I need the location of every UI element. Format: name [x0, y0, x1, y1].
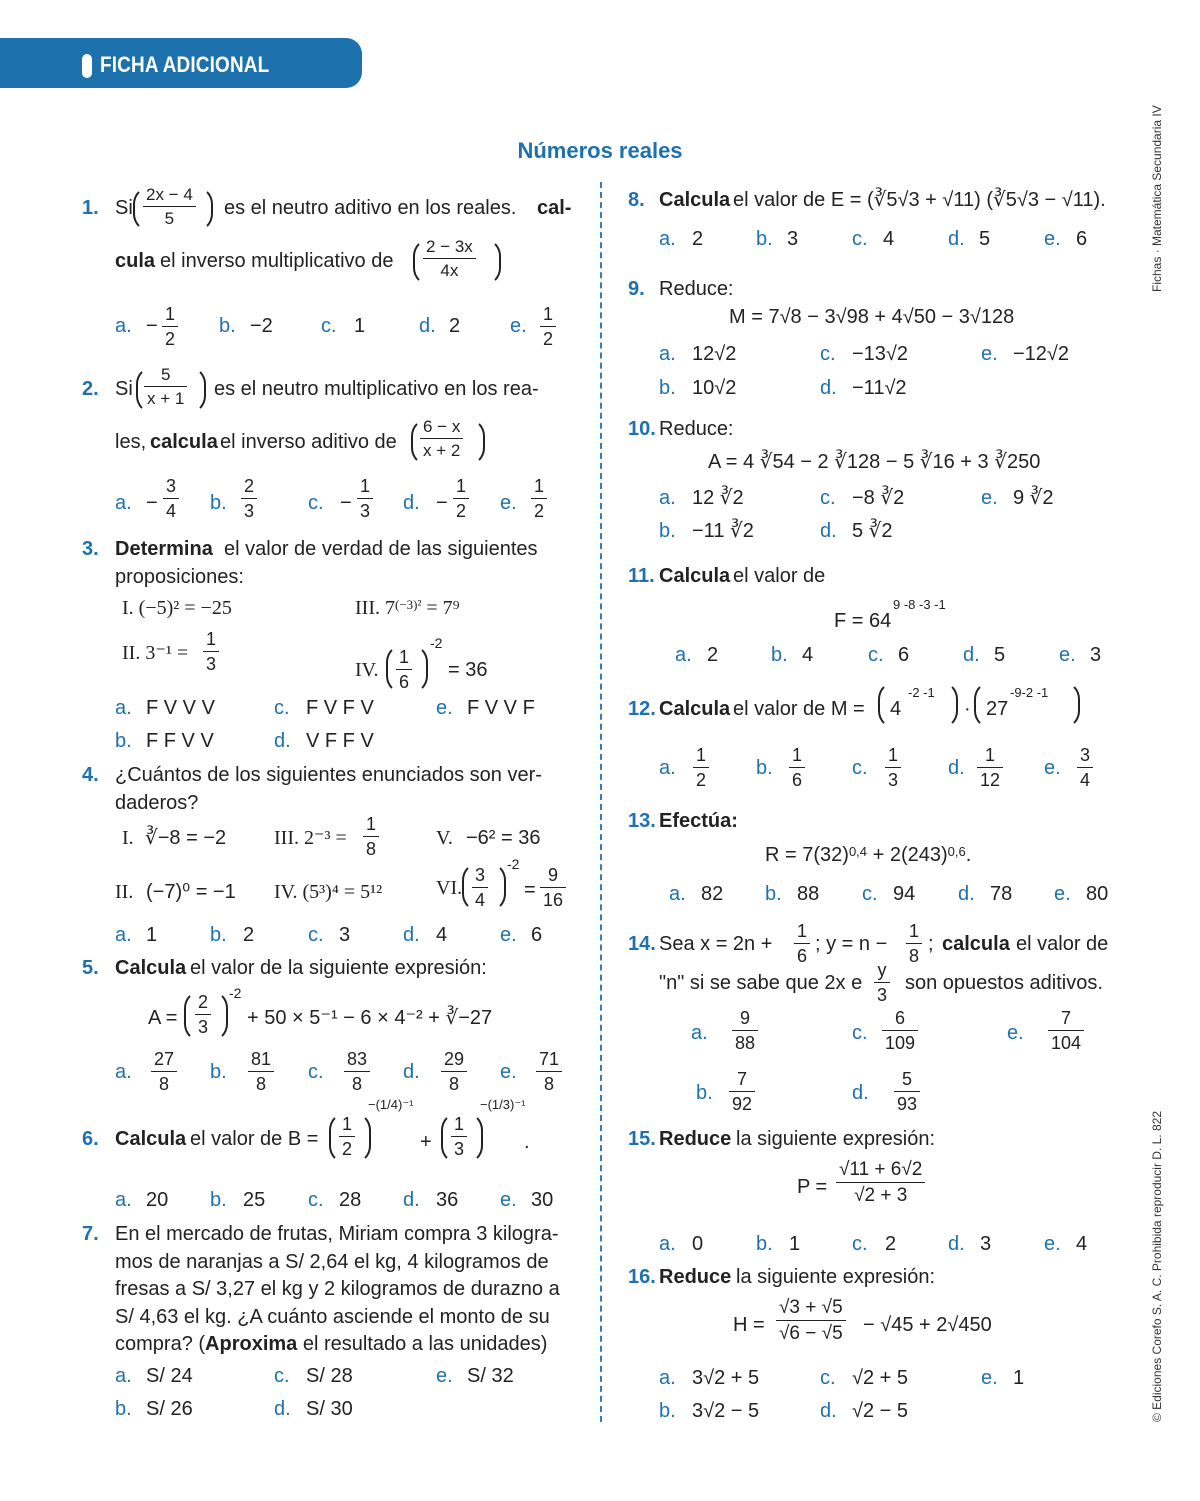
q10-option-c-value: −8 ∛2	[852, 487, 905, 509]
q6-option-b-value: 25	[243, 1189, 266, 1211]
q11-option-a[interactable]: a.	[675, 644, 692, 666]
q7-option-a-value: S/ 24	[146, 1365, 193, 1387]
q10-option-e-value: 9 ∛2	[1013, 487, 1054, 509]
q5-expr-lhs: A =	[148, 1007, 178, 1029]
q4-item-5-label: V.	[436, 827, 453, 849]
q13-option-b-value: 88	[797, 883, 820, 905]
q8-option-a-value: 2	[692, 228, 704, 250]
q9-expression: M = 7√8 − 3√98 + 4√50 − 3√128	[729, 306, 1015, 328]
q3-option-d[interactable]: d.	[274, 730, 291, 752]
q4-item-6-rhs: $\frac{9}{16}$	[540, 866, 566, 909]
q5-option-c-value: $\frac{83}{8}$	[344, 1050, 370, 1093]
tab-label: FICHA ADICIONAL	[100, 52, 270, 77]
q12-option-e-value: $\frac{3}{4}$	[1077, 746, 1093, 789]
q4-item-6-eq: =	[524, 879, 536, 901]
q5-text: Calcula	[115, 957, 187, 979]
q9-option-b-value: 10√2	[692, 377, 737, 399]
q1-option-c[interactable]: c.	[321, 315, 337, 337]
q10-number: 10.	[628, 418, 656, 440]
q15-option-e-value: 4	[1076, 1233, 1088, 1255]
q2-text: calcula	[150, 431, 218, 453]
q9-option-e-value: −12√2	[1013, 343, 1070, 365]
q6-option-e[interactable]: e.	[500, 1189, 517, 1211]
q2-fraction-2: $\frac{6 - x}{x + 2}$	[420, 418, 463, 459]
q1-option-e-value: $\frac{1}{2}$	[540, 305, 556, 348]
q14-option-e[interactable]: e.	[1007, 1022, 1024, 1044]
q14-text: "n" si se sabe que 2x e	[659, 972, 863, 994]
q11-option-e[interactable]: e.	[1059, 644, 1076, 666]
q14-option-a-value: $\frac{9}{88}$	[732, 1009, 758, 1052]
q7-text: mos de naranjas a S/ 2,64 el kg, 4 kilogramos de	[115, 1251, 549, 1273]
q2-text: el inverso aditivo de	[220, 431, 397, 453]
q6-text: el valor de B =	[190, 1128, 319, 1150]
q11-option-d-value: 5	[994, 644, 1006, 666]
q7-option-c-value: S/ 28	[306, 1365, 353, 1387]
q12-option-c[interactable]: c.	[852, 757, 868, 779]
q8-option-e[interactable]: e.	[1044, 228, 1061, 250]
q7-option-c[interactable]: c.	[274, 1365, 290, 1387]
q10-option-b-value: −11 ∛2	[692, 520, 754, 542]
q10-option-a[interactable]: a.	[659, 487, 676, 509]
q16-option-a-value: 3√2 + 5	[692, 1367, 760, 1389]
q5-option-b[interactable]: b.	[210, 1061, 227, 1083]
q5-fraction: $\frac{2}{3}$	[195, 993, 211, 1036]
q11-option-b-value: 4	[802, 644, 814, 666]
q3-option-a-value: F V V V	[146, 697, 215, 719]
q14-text: son opuestos aditivos.	[905, 972, 1103, 994]
q5-option-e-value: $\frac{71}{8}$	[536, 1050, 562, 1093]
tab-marker-icon	[82, 54, 92, 78]
q4-item-6-exp: -2	[507, 856, 520, 872]
q15-option-b-value: 1	[789, 1233, 801, 1255]
q10-text: Reduce:	[659, 418, 734, 440]
q5-option-a[interactable]: a.	[115, 1061, 132, 1083]
q8-option-e-value: 6	[1076, 228, 1088, 250]
q8-option-d-value: 5	[979, 228, 991, 250]
q4-option-c[interactable]: c.	[308, 924, 324, 946]
q4-option-e[interactable]: e.	[500, 924, 517, 946]
q7-option-d[interactable]: d.	[274, 1398, 291, 1420]
q10-option-a-value: 12 ∛2	[692, 487, 744, 509]
q7-text: En el mercado de frutas, Miriam compra 3 kilogra-	[115, 1223, 559, 1245]
q2-option-a-sign: −	[146, 492, 158, 514]
q14-fraction-2: $\frac{1}{8}$	[906, 922, 922, 965]
q14-option-b[interactable]: b.	[696, 1082, 713, 1104]
q1-text: es el neutro aditivo en los reales.	[224, 197, 517, 219]
q8-option-b[interactable]: b.	[756, 228, 773, 250]
q1-option-b[interactable]: b.	[219, 315, 236, 337]
q10-option-c[interactable]: c.	[820, 487, 836, 509]
q6-exp-1: −(1/4)⁻¹	[368, 1097, 414, 1112]
q1-fraction-1: $\frac{2x - 4}{5}$	[143, 186, 196, 227]
side-note-top: Fichas · Matemática Secundaria IV	[1150, 105, 1164, 292]
q5-option-d-value: $\frac{29}{8}$	[441, 1050, 467, 1093]
q11-number: 11.	[628, 565, 655, 587]
q3-proposition-3: III. $7^{(-3)^2} = 7^9$	[355, 597, 460, 619]
page-title: Números reales	[517, 138, 683, 163]
q16-option-c-value: √2 + 5	[852, 1367, 909, 1389]
q11-option-c-value: 6	[898, 644, 910, 666]
q13-option-e-value: 80	[1086, 883, 1109, 905]
q1-text: el inverso multiplicativo de	[160, 250, 394, 272]
q16-option-a[interactable]: a.	[659, 1367, 676, 1389]
q10-option-e[interactable]: e.	[981, 487, 998, 509]
q6-option-d-value: 36	[436, 1189, 459, 1211]
q7-option-d-value: S/ 30	[306, 1398, 353, 1420]
q4-option-d-value: 4	[436, 924, 448, 946]
q3-proposition-2: II. 3⁻¹ =	[122, 642, 189, 664]
q14-option-c[interactable]: c.	[852, 1022, 868, 1044]
q4-item-6-label: VI.	[436, 877, 463, 899]
q16-number: 16.	[628, 1266, 656, 1288]
q8-option-d[interactable]: d.	[948, 228, 965, 250]
q3-text: Determina	[115, 538, 213, 560]
q4-item-2-label: II.	[115, 881, 134, 903]
q14-text: el valor de	[1016, 933, 1109, 955]
q11-text: Calcula	[659, 565, 731, 587]
q4-option-a[interactable]: a.	[115, 924, 132, 946]
q4-item-3-fraction: $\frac{1}{8}$	[363, 815, 379, 858]
q5-text: el valor de la siguiente expresión:	[190, 957, 487, 979]
q7-option-b-value: S/ 26	[146, 1398, 193, 1420]
q14-text: ; y = n −	[815, 933, 888, 955]
q4-item-2: (−7)⁰ = −1	[146, 881, 236, 903]
q15-fraction: $\frac{√11 + 6√2}{√2 + 3}$	[836, 1160, 925, 1205]
q10-option-d[interactable]: d.	[820, 520, 837, 542]
q11-option-a-value: 2	[707, 644, 719, 666]
q16-text: Reduce	[659, 1266, 732, 1288]
q11-option-b[interactable]: b.	[771, 644, 788, 666]
q14-option-c-value: $\frac{6}{109}$	[882, 1009, 918, 1052]
q3-proposition-4-exp: -2	[430, 635, 443, 651]
q6-fraction-1: $\frac{1}{2}$	[339, 1115, 355, 1158]
q16-option-d-value: √2 − 5	[852, 1400, 909, 1422]
q2-option-c[interactable]: c.	[308, 492, 324, 514]
q1-text: cula	[115, 250, 156, 272]
q14-option-d-value: $\frac{5}{93}$	[894, 1070, 920, 1113]
q4-item-3: III. 2⁻³ =	[274, 827, 347, 849]
q13-option-a-value: 82	[701, 883, 724, 905]
q14-option-b-value: $\frac{7}{92}$	[729, 1070, 755, 1113]
q2-option-c-sign: −	[340, 492, 352, 514]
q4-option-e-value: 6	[531, 924, 543, 946]
q12-exp-2: -9-2 -1	[1010, 685, 1049, 700]
q16-option-b-value: 3√2 − 5	[692, 1400, 760, 1422]
q12-text: el valor de M =	[733, 698, 865, 720]
q7-text: fresas a S/ 3,27 el kg y 2 kilogramos de durazno a	[115, 1278, 560, 1300]
q11-exponent: 9 -8 -3 -1	[893, 597, 946, 612]
q16-option-e-value: 1	[1013, 1367, 1025, 1389]
q13-option-c[interactable]: c.	[862, 883, 878, 905]
q3-option-b-value: F F V V	[146, 730, 214, 752]
q6-option-c-value: 28	[339, 1189, 362, 1211]
q13-option-b[interactable]: b.	[765, 883, 782, 905]
q8-option-a[interactable]: a.	[659, 228, 676, 250]
q5-expr-rhs: + 50 × 5⁻¹ − 6 × 4⁻² + ∛−27	[247, 1007, 493, 1029]
q15-text: Reduce	[659, 1128, 732, 1150]
q7-text: compra? (Aproxima el resultado a las unidades)	[115, 1333, 548, 1355]
q2-option-e[interactable]: e.	[500, 492, 517, 514]
q13-option-c-value: 94	[893, 883, 916, 905]
q3-number: 3.	[82, 538, 99, 560]
q3-option-d-value: V F F V	[306, 730, 374, 752]
q14-option-d[interactable]: d.	[852, 1082, 869, 1104]
q5-option-d[interactable]: d.	[403, 1061, 420, 1083]
q11-option-c[interactable]: c.	[868, 644, 884, 666]
q9-option-d[interactable]: d.	[820, 377, 837, 399]
q6-option-b[interactable]: b.	[210, 1189, 227, 1211]
side-note-bottom: © Ediciones Corefo S. A. C. Prohibida reproducir D. L. 822	[1150, 1111, 1164, 1422]
q14-text: ;	[928, 933, 934, 955]
q1-number: 1.	[82, 197, 99, 219]
q14-fraction-1: $\frac{1}{6}$	[794, 922, 810, 965]
q9-option-b[interactable]: b.	[659, 377, 676, 399]
q3-option-b[interactable]: b.	[115, 730, 132, 752]
q16-option-e[interactable]: e.	[981, 1367, 998, 1389]
q4-text: daderos?	[115, 792, 199, 814]
q2-option-d[interactable]: d.	[403, 492, 420, 514]
q8-text: Calcula	[659, 189, 731, 211]
q12-dot: ·	[964, 698, 971, 720]
q3-text: proposiciones:	[115, 566, 244, 588]
q9-option-e[interactable]: e.	[981, 343, 998, 365]
q13-text: Efectúa:	[659, 810, 738, 832]
q4-option-d[interactable]: d.	[403, 924, 420, 946]
q1-fraction-2: $\frac{2 - 3x}{4x}$	[423, 238, 476, 279]
q14-fraction-3: $\frac{y}{3}$	[874, 961, 890, 1004]
q9-option-d-value: −11√2	[852, 377, 907, 399]
q12-option-d-value: $\frac{1}{12}$	[977, 746, 1003, 789]
q16-fraction: $\frac{√3 + √5}{√6 - √5}$	[776, 1298, 846, 1343]
q4-text: ¿Cuántos de los siguientes enunciados son ver-	[115, 764, 542, 786]
q6-fraction-2: $\frac{1}{3}$	[451, 1115, 467, 1158]
q5-option-a-value: $\frac{27}{8}$	[151, 1050, 177, 1093]
q8-option-b-value: 3	[787, 228, 799, 250]
q12-number: 12.	[628, 698, 656, 720]
q15-option-d-value: 3	[980, 1233, 992, 1255]
q2-text: Si	[115, 378, 133, 400]
q13-number: 13.	[628, 810, 656, 832]
q2-option-b-value: $\frac{2}{3}$	[241, 477, 257, 520]
q9-option-c-value: −13√2	[852, 343, 909, 365]
q4-item-1-label: I.	[122, 827, 134, 849]
q5-option-b-value: $\frac{81}{8}$	[248, 1050, 274, 1093]
q1-text: cal-	[537, 197, 572, 219]
q1-option-a[interactable]: a.	[115, 315, 132, 337]
q6-option-e-value: 30	[531, 1189, 554, 1211]
q1-option-b-value: −2	[250, 315, 273, 337]
q9-number: 9.	[628, 278, 645, 300]
q13-expression: $R = 7(32)^{0,4} + 2(243)^{0,6}$.	[765, 844, 972, 866]
q8-option-c-value: 4	[883, 228, 895, 250]
q4-item-4: IV. (5³)⁴ = 5¹²	[274, 881, 383, 903]
q1-option-a-sign: −	[146, 315, 158, 337]
q15-option-e[interactable]: e.	[1044, 1233, 1061, 1255]
q11-option-d[interactable]: d.	[963, 644, 980, 666]
q11-text: el valor de	[733, 565, 826, 587]
q7-text: S/ 4,63 el kg. ¿A cuánto asciende el monto de su	[115, 1306, 550, 1328]
q1-option-d-value: 2	[449, 315, 461, 337]
column-divider	[600, 182, 602, 1422]
q7-number: 7.	[82, 1223, 99, 1245]
q12-option-d[interactable]: d.	[948, 757, 965, 779]
q2-text: es el neutro multiplicativo en los rea-	[214, 378, 539, 400]
q3-proposition-1: I. (−5)² = −25	[122, 597, 232, 619]
q4-option-a-value: 1	[146, 924, 158, 946]
q2-option-e-value: $\frac{1}{2}$	[531, 477, 547, 520]
q14-option-e-value: $\frac{7}{104}$	[1048, 1009, 1084, 1052]
q15-option-a-value: 0	[692, 1233, 704, 1255]
q12-option-b-value: $\frac{1}{6}$	[789, 746, 805, 789]
q4-option-b-value: 2	[243, 924, 255, 946]
q2-option-c-value: $\frac{1}{3}$	[357, 477, 373, 520]
q10-option-b[interactable]: b.	[659, 520, 676, 542]
q15-option-c-value: 2	[885, 1233, 897, 1255]
q6-option-a[interactable]: a.	[115, 1189, 132, 1211]
q6-plus: +	[420, 1131, 432, 1153]
q13-option-a[interactable]: a.	[669, 883, 686, 905]
q13-option-d[interactable]: d.	[958, 883, 975, 905]
q4-item-5: −6² = 36	[466, 827, 541, 849]
q3-proposition-4: IV.	[355, 659, 379, 681]
q3-option-a[interactable]: a.	[115, 697, 132, 719]
q15-option-c[interactable]: c.	[852, 1233, 868, 1255]
q10-option-d-value: 5 ∛2	[852, 520, 893, 542]
q8-number: 8.	[628, 189, 645, 211]
q11-option-e-value: 3	[1090, 644, 1102, 666]
q15-text: la siguiente expresión:	[736, 1128, 936, 1150]
q2-option-a-value: $\frac{3}{4}$	[163, 477, 179, 520]
q6-exp-2: −(1/3)⁻¹	[480, 1097, 526, 1112]
q5-option-e[interactable]: e.	[500, 1061, 517, 1083]
q6-number: 6.	[82, 1128, 99, 1150]
q6-option-c[interactable]: c.	[308, 1189, 324, 1211]
q4-option-c-value: 3	[339, 924, 351, 946]
q16-expr-rhs: − √45 + 2√450	[863, 1314, 992, 1336]
q16-option-d[interactable]: d.	[820, 1400, 837, 1422]
q2-option-b[interactable]: b.	[210, 492, 227, 514]
q2-option-d-sign: −	[436, 492, 448, 514]
q5-option-c[interactable]: c.	[308, 1061, 324, 1083]
q14-option-a[interactable]: a.	[691, 1022, 708, 1044]
q9-text: Reduce:	[659, 278, 734, 300]
q7-option-e[interactable]: e.	[436, 1365, 453, 1387]
q9-option-c[interactable]: c.	[820, 343, 836, 365]
q13-option-d-value: 78	[990, 883, 1013, 905]
q16-option-b[interactable]: b.	[659, 1400, 676, 1422]
q1-option-a-value: $\frac{1}{2}$	[162, 305, 178, 348]
q8-option-c[interactable]: c.	[852, 228, 868, 250]
q6-option-d[interactable]: d.	[403, 1189, 420, 1211]
q15-number: 15.	[628, 1128, 656, 1150]
q3-option-e-value: F V V F	[467, 697, 535, 719]
q8-text: el valor de E = (∛5√3 + √11) (∛5√3 − √11).	[733, 189, 1106, 211]
q2-option-a[interactable]: a.	[115, 492, 132, 514]
q16-option-c[interactable]: c.	[820, 1367, 836, 1389]
q1-option-e[interactable]: e.	[510, 315, 527, 337]
q12-option-e[interactable]: e.	[1044, 757, 1061, 779]
q2-number: 2.	[82, 378, 99, 400]
q14-text: calcula	[942, 933, 1010, 955]
q2-text: les,	[115, 431, 147, 453]
q7-option-b[interactable]: b.	[115, 1398, 132, 1420]
q12-option-a-value: $\frac{1}{2}$	[693, 746, 709, 789]
q12-exp-1: -2 -1	[908, 685, 935, 700]
q3-option-e[interactable]: e.	[436, 697, 453, 719]
q9-option-a[interactable]: a.	[659, 343, 676, 365]
q3-proposition-2-fraction: $\frac{1}{3}$	[203, 630, 219, 673]
q9-option-a-value: 12√2	[692, 343, 737, 365]
q6-dot: .	[524, 1131, 530, 1153]
q7-option-e-value: S/ 32	[467, 1365, 514, 1387]
q13-option-e[interactable]: e.	[1054, 883, 1071, 905]
q6-option-a-value: 20	[146, 1189, 169, 1211]
q2-option-d-value: $\frac{1}{2}$	[453, 477, 469, 520]
q12-text: Calcula	[659, 698, 731, 720]
q4-item-1: ∛−8 = −2	[145, 827, 227, 849]
q3-text: el valor de verdad de las siguientes	[224, 538, 538, 560]
q14-number: 14.	[628, 933, 656, 955]
q4-option-b[interactable]: b.	[210, 924, 227, 946]
q15-option-a[interactable]: a.	[659, 1233, 676, 1255]
q14-text: Sea x = 2n +	[659, 933, 773, 955]
q4-item-6-fraction: $\frac{3}{4}$	[472, 866, 488, 909]
q3-option-c-value: F V F V	[306, 697, 374, 719]
q10-expression: A = 4 ∛54 − 2 ∛128 − 5 ∛16 + 3 ∛250	[708, 451, 1041, 473]
q15-expr-lhs: P =	[797, 1176, 828, 1198]
q12-option-b[interactable]: b.	[756, 757, 773, 779]
q16-expr-lhs: H =	[733, 1314, 765, 1336]
q12-option-c-value: $\frac{1}{3}$	[885, 746, 901, 789]
q2-fraction-1: $\frac{5}{x + 1}$	[144, 366, 187, 407]
q16-text: la siguiente expresión:	[736, 1266, 936, 1288]
q6-text: Calcula	[115, 1128, 187, 1150]
q7-option-a[interactable]: a.	[115, 1365, 132, 1387]
q1-option-c-value: 1	[354, 315, 366, 337]
q5-number: 5.	[82, 957, 99, 979]
q1-text: Si	[115, 197, 133, 219]
q15-option-b[interactable]: b.	[756, 1233, 773, 1255]
q5-exp: -2	[229, 985, 242, 1001]
q11-expression: F = 64	[834, 610, 892, 632]
q12-base-1: 4	[890, 698, 902, 720]
q3-proposition-4-fraction: $\frac{1}{6}$	[396, 648, 412, 691]
q4-number: 4.	[82, 764, 99, 786]
q12-option-a[interactable]: a.	[659, 757, 676, 779]
q15-option-d[interactable]: d.	[948, 1233, 965, 1255]
q12-base-2: 27	[986, 698, 1009, 720]
q3-option-c[interactable]: c.	[274, 697, 290, 719]
q1-option-d[interactable]: d.	[419, 315, 436, 337]
q3-proposition-4-rhs: = 36	[448, 659, 488, 681]
